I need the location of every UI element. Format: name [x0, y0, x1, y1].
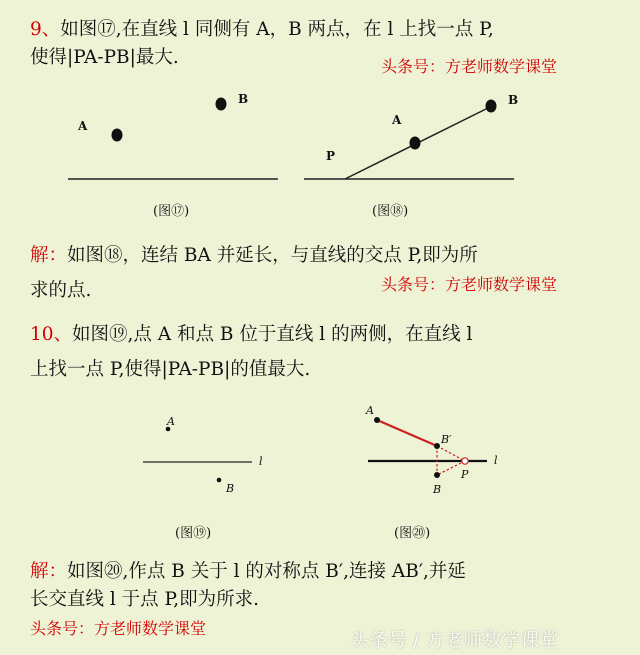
sol10-watermark: 头条号：方老师数学课堂 [30, 619, 207, 638]
fig20-point-b-prime [434, 443, 440, 449]
sol10-text-2: 长交直线 l 于点 P,即为所求. [30, 589, 260, 610]
fig17-caption: (图⑰) [153, 204, 190, 219]
q9-number: 9、 [30, 19, 61, 40]
fig18-label-p: P [326, 149, 336, 163]
sol10-line-2 [30, 589, 259, 611]
fig20-segment-ab-prime [377, 420, 437, 446]
fig19-label-a: A [167, 415, 175, 428]
fig19-caption: (图⑲) [175, 526, 212, 541]
fig17-label-a: A [78, 119, 88, 133]
fig19-label-l: l [259, 455, 263, 468]
q9-text-2: 使得|PA-PB|最大. [30, 47, 179, 68]
sol10-text-1: 如图⑳,作点 B 关于 l 的对称点 B′,连接 AB′,并延 [67, 561, 466, 582]
fig18-label-a: A [392, 113, 402, 127]
sol10-line-1 [30, 561, 466, 583]
q10-text-2: 上找一点 P,使得|PA-PB|的值最大. [30, 359, 311, 380]
sol9-prefix: 解： [30, 245, 68, 266]
fig20-label-l: l [494, 454, 498, 467]
fig18-label-b: B [508, 93, 519, 107]
q10-number: 10、 [30, 324, 73, 345]
fig20-point-a [374, 417, 380, 423]
fig20-label-p: P [461, 468, 469, 481]
footer-watermark: 头条号 / 方老师数学课堂 [350, 629, 559, 651]
fig20-caption: (图⑳) [394, 526, 431, 541]
fig18-caption: (图⑱) [372, 204, 409, 219]
q10-text-1: 如图⑲,点 A 和点 B 位于直线 l 的两侧，在直线 l [72, 324, 473, 345]
fig20-label-a: A [366, 404, 374, 417]
fig17-label-b: B [238, 92, 249, 106]
fig20-extension-to-p [437, 446, 465, 461]
sol9-text-2: 求的点. [30, 280, 92, 301]
sol10-prefix: 解： [30, 561, 68, 582]
fig20-label-b-prime: B′ [441, 433, 452, 446]
fig20-point-p [462, 458, 468, 464]
fig19-label-b: B [226, 482, 235, 495]
q9-watermark: 头条号：方老师数学课堂 [381, 57, 558, 76]
fig20-point-b [434, 472, 440, 478]
sol9-watermark: 头条号：方老师数学课堂 [381, 275, 558, 294]
fig20-label-b: B [433, 483, 442, 496]
q9-text-1: 如图⑰,在直线 l 同侧有 A，B 两点，在 l 上找一点 P, [60, 19, 494, 40]
fig19-point-b [217, 478, 222, 483]
sol9-text-1: 如图⑱，连结 BA 并延长，与直线的交点 P,即为所 [67, 245, 478, 266]
